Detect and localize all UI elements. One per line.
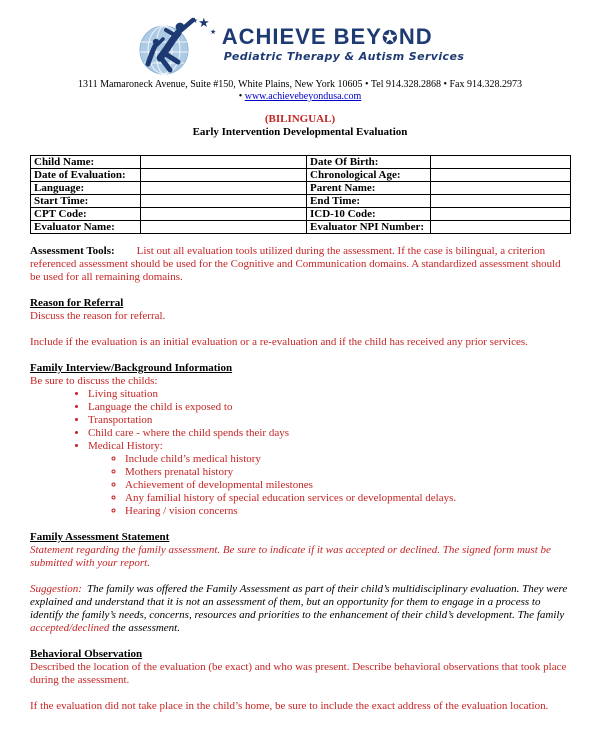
brand-tagline: Pediatric Therapy & Autism Services [223,50,465,63]
title-main: Early Intervention Developmental Evaluation [192,126,408,138]
field-label: CPT Code: [31,208,141,221]
assessment-tools-text: List out all evaluation tools utilized during the assessment. If the case is bilingual, a criterion referenced assessment should be used for the Cognitive and Communication domains. A standardized assessment should be used for all remaining domains. [30,245,561,283]
suggestion-accepted-declined: accepted/declined [30,622,110,634]
field-label: Date Of Birth: [307,156,431,169]
field-value[interactable] [141,221,307,234]
suggestion-label: Suggestion: [30,583,82,595]
bullet-item: • Language the child is exposed to [88,401,570,414]
field-label: Date of Evaluation: [31,169,141,182]
table-row [31,221,571,234]
family-interview-bullet-list [30,388,570,518]
field-value[interactable] [431,169,571,182]
reason-for-referral-heading: Reason for Referral [30,297,124,309]
bullet-item: • Transportation [88,414,570,427]
website-link[interactable]: www.achievebeyondusa.com [244,91,362,102]
svg-text:★: ★ [209,28,217,36]
child-info-table [30,155,571,234]
field-label: Evaluator Name: [31,221,141,234]
field-value[interactable] [141,208,307,221]
sub-bullet-item: ◦ Include child’s medical history [125,453,570,466]
field-label: Start Time: [31,195,141,208]
assessment-tools-paragraph [30,245,570,284]
suggestion-text-after: the assessment. [109,622,180,634]
field-value[interactable] [431,208,571,221]
table-row [31,156,571,169]
bullet-item: • Living situation [88,388,570,401]
sub-bullet-item: ◦ Any familial history of special education services or developmental delays. [125,492,570,505]
reason-paragraph-2: Include if the evaluation is an initial evaluation or a re-evaluation and if the child has received any prior services. [30,336,528,348]
field-value[interactable] [141,169,307,182]
table-row [31,195,571,208]
family-assessment-statement: Statement regarding the family assessment. Be sure to indicate if it was accepted or declined. The signed form must be submitted with your report. [30,544,551,569]
table-row [31,182,571,195]
medical-history-sublist [88,453,570,518]
website-bullet: • [238,91,245,102]
family-interview-heading: Family Interview/Background Information [30,362,233,374]
suggestion-text-before: The family was offered the Family Assessment as part of their child’s multidisciplinary evaluation. They were explained and understand that it is not an assessment of them, but an opportunity for them to engage in a process to identify the family’s needs, concerns, resources and priorities to the enhancement of their child’s development. The family [30,583,568,621]
field-label: ICD-10 Code: [307,208,431,221]
sub-bullet-item: ◦ Achievement of developmental milestones [125,479,570,492]
field-label: Evaluator NPI Number: [307,221,431,234]
sub-bullet-item: ◦ Hearing / vision concerns [125,505,570,518]
sub-bullet-item: ◦ Mothers prenatal history [125,466,570,479]
star-o-icon: ✪ [381,27,399,49]
field-value[interactable] [141,156,307,169]
svg-text:★: ★ [197,16,210,31]
bullet-item-label: Medical History: [88,440,163,452]
field-value[interactable] [431,195,571,208]
website-line [30,91,570,103]
bullet-item [88,440,570,518]
svg-text:★: ★ [190,16,198,25]
field-value[interactable] [431,156,571,169]
field-value[interactable] [141,195,307,208]
field-label: Language: [31,182,141,195]
behavioral-paragraph-2: If the evaluation did not take place in the child’s home, be sure to include the exact address of the evaluation location. [30,700,549,712]
table-row [31,169,571,182]
field-value[interactable] [431,182,571,195]
address-line: 1311 Mamaroneck Avenue, Suite #150, White Plains, New York 10605 • Tel 914.328.2868 • Fax 914.328.2973 [78,79,522,90]
logo-text [222,25,465,63]
field-label: Chronological Age: [307,169,431,182]
family-assessment-heading: Family Assessment Statement [30,531,170,543]
brand-name [222,25,465,50]
assessment-tools-label: Assessment Tools: [30,245,115,257]
stars-icon [191,16,216,36]
brand-left: ACHIEVE BEY [221,24,382,49]
field-value[interactable] [141,182,307,195]
table-row [31,208,571,221]
logo [30,12,570,76]
document-title [30,113,570,139]
family-interview-intro: Be sure to discuss the childs: [30,375,158,387]
behavioral-paragraph-1: Described the location of the evaluation (be exact) and who was present. Describe behavioral observations that took place during the assessment. [30,661,567,686]
title-bilingual: (BILINGUAL) [264,113,336,125]
brand-right: ND [398,24,433,49]
document-body [30,245,570,713]
field-label: End Time: [307,195,431,208]
behavioral-observation-heading: Behavioral Observation [30,648,143,660]
field-value[interactable] [431,221,571,234]
logo-art [136,12,220,76]
field-label: Parent Name: [307,182,431,195]
bullet-item: • Child care - where the child spends their days [88,427,570,440]
field-label: Child Name: [31,156,141,169]
reason-paragraph-1: Discuss the reason for referral. [30,310,166,322]
suggestion-paragraph [30,583,570,635]
